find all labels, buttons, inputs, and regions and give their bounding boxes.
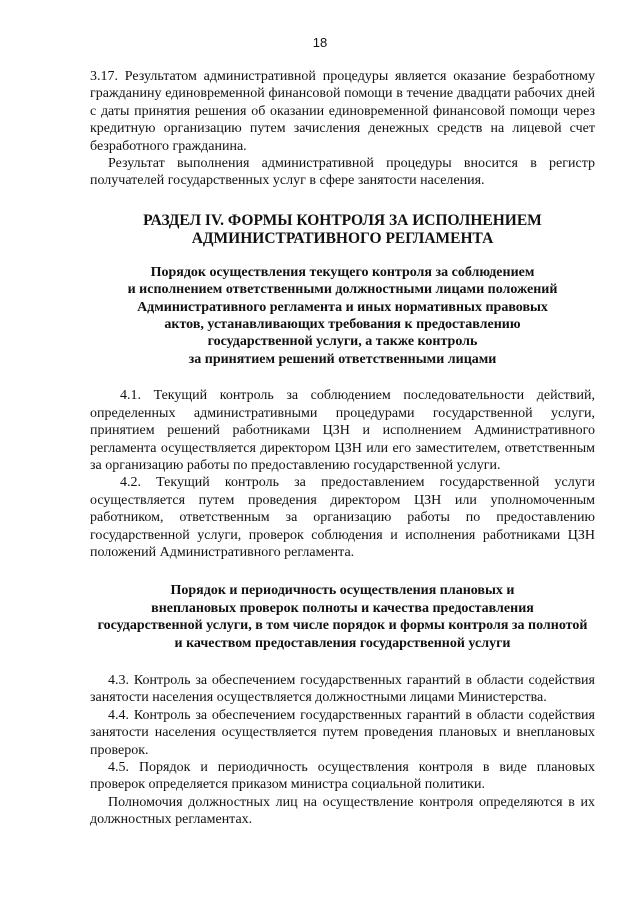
subsection1-line-3: Административного регламента и иных нормативных правовых	[137, 299, 548, 315]
paragraph-4-4: 4.4. Контроль за обеспечением государственных гарантий в области содействия занятости населения осуществляется путем проведения плановых и внеплановых проверок.	[90, 707, 595, 758]
subsection2-line-4: и качеством предоставления государственной услуги	[174, 635, 511, 651]
paragraph-4-5: 4.5. Порядок и периодичность осуществления контроля в виде плановых проверок определяется приказом министра социальной политики.	[90, 760, 595, 793]
document-body	[90, 68, 595, 829]
subsection-heading-inspections	[70, 582, 615, 652]
paragraph-result: Результат выполнения административной процедуры вносится в регистр получателей государственных услуг в сфере занятости населения.	[90, 156, 595, 189]
subsection1-line-2: и исполнением ответственными должностными лицами положений	[127, 282, 558, 298]
section-title-line-1: РАЗДЕЛ IV. ФОРМЫ КОНТРОЛЯ ЗА ИСПОЛНЕНИЕМ	[143, 211, 542, 229]
section-title	[90, 212, 595, 248]
paragraph-4-2: 4.2. Текущий контроль за предоставлением государственной услуги осуществляется путем проведения директором ЦЗН или уполномоченным работником, ответственным за организацию работы по предоставлению государственной услуги, проверок соблюдения и исполнения работниками ЦЗН положений Административного регламента.	[90, 475, 595, 560]
subsection1-line-6: за принятием решений ответственными лицами	[188, 351, 497, 367]
subsection1-line-1: Порядок осуществления текущего контроля за соблюдением	[150, 264, 535, 280]
subsection1-line-5: государственной услуги, а также контроль	[207, 334, 478, 350]
page-number: 18	[312, 35, 328, 50]
paragraph-4-3: 4.3. Контроль за обеспечением государственных гарантий в области содействия занятости населения осуществляется должностными лицами Министерства.	[90, 672, 595, 706]
subsection-heading-current-control	[90, 264, 595, 368]
subsection2-line-3: государственной услуги, в том числе порядок и формы контроля за полнотой	[97, 618, 588, 634]
paragraph-powers: Полномочия должностных лиц на осуществление контроля определяются в их должностных регламентах.	[90, 794, 595, 828]
subsection1-line-4: актов, устанавливающих требования к предоставлению	[164, 317, 521, 333]
paragraph-3-17: 3.17. Результатом административной процедуры является оказание безработному гражданину единовременной финансовой помощи в течение двадцати рабочих дней с даты принятия решения об оказании единовременной финансовой помощи через кредитную организацию путем зачисления денежных средств на лицевой счет безработного гражданина.	[90, 69, 595, 154]
subsection2-line-2: внеплановых проверок полноты и качества предоставления	[151, 600, 534, 616]
subsection2-line-1: Порядок и периодичность осуществления плановых и	[170, 583, 515, 599]
paragraph-4-1: 4.1. Текущий контроль за соблюдением последовательности действий, определенных административными процедурами государственной услуги, принятием решений работниками ЦЗН и исполнением Административного регламента осуществляется директором ЦЗН или его заместителем, ответственным за организацию работы по предоставлению государственной услуги.	[90, 388, 595, 473]
section-title-line-2: АДМИНИСТРАТИВНОГО РЕГЛАМЕНТА	[191, 229, 494, 247]
